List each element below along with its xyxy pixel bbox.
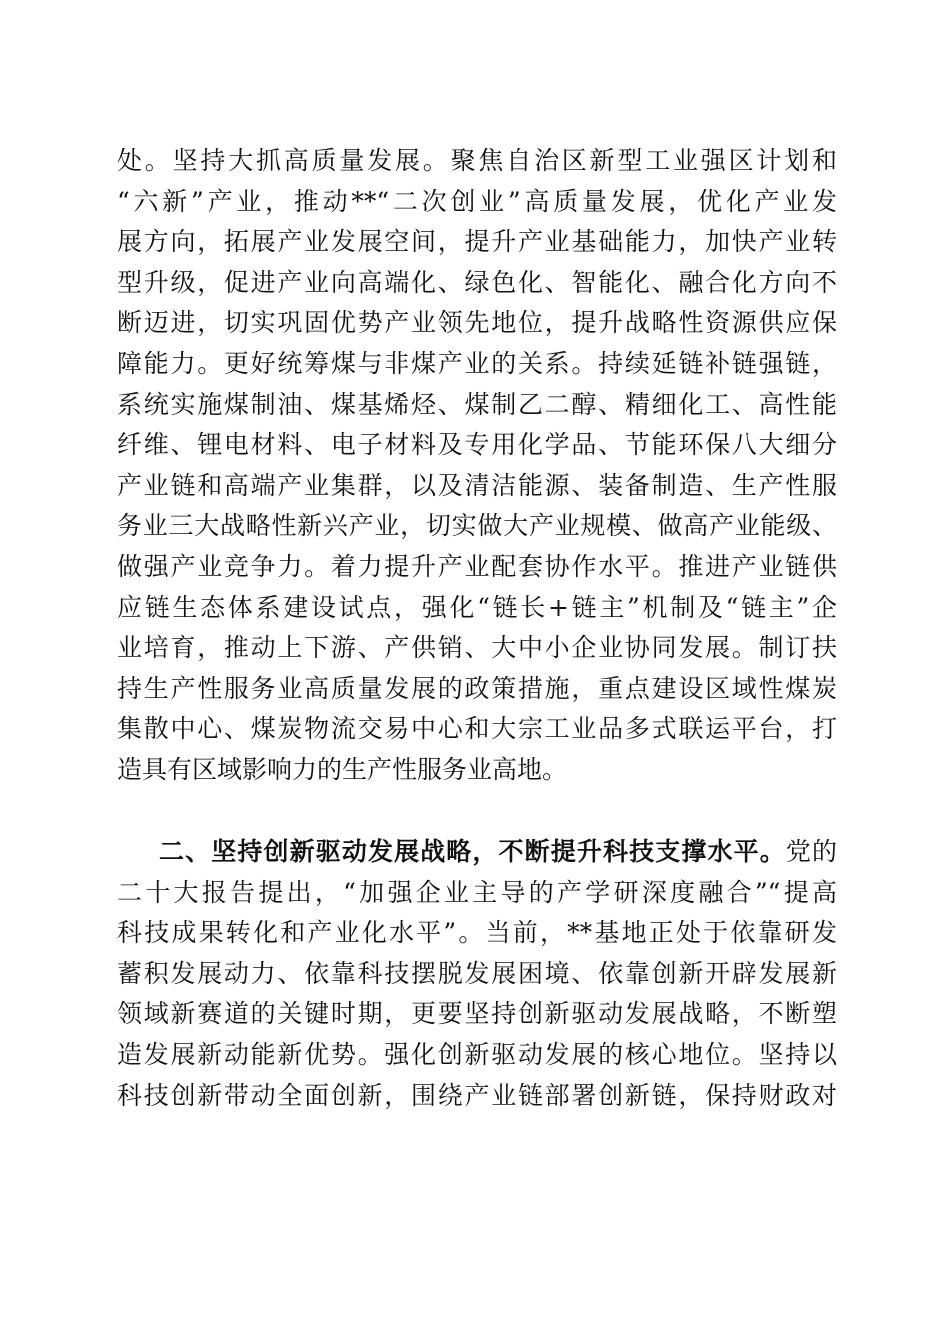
text-line: 科技成果转化和产业化水平”。当前，**基地正处于依靠研发 <box>117 918 837 948</box>
text-line: 造发展新动能新优势。强化创新驱动发展的核心地位。坚持以 <box>117 1039 837 1069</box>
text-line: 务业三大战略性新兴产业，切实做大产业规模、做高产业能级、 <box>117 511 837 541</box>
heading-line-rest: 党的 <box>785 837 837 866</box>
text-line: 应链生态体系建设试点，强化“链长+链主”机制及“链主”企 <box>117 592 837 622</box>
text-line: 展方向，拓展产业发展空间，提升产业基础能力，加快产业转 <box>117 227 837 257</box>
text-line: 领域新赛道的关键时期，更要坚持创新驱动发展战略，不断塑 <box>117 999 837 1029</box>
text-line: 断迈进，切实巩固优势产业领先地位，提升战略性资源供应保 <box>117 308 837 338</box>
text-line: 集散中心、煤炭物流交易中心和大宗工业品多式联运平台，打 <box>117 714 837 744</box>
text-line: 持生产性服务业高质量发展的政策措施，重点建设区域性煤炭 <box>117 673 837 703</box>
text-line: 纤维、锂电材料、电子材料及专用化学品、节能环保八大细分 <box>117 430 837 460</box>
text-line: 系统实施煤制油、煤基烯烃、煤制乙二醇、精细化工、高性能 <box>117 389 837 419</box>
heading-line <box>117 832 837 873</box>
text-line: 处。坚持大抓高质量发展。聚焦自治区新型工业强区计划和 <box>117 146 837 175</box>
text-line: 造具有区域影响力的生产性服务业高地。 <box>117 754 568 784</box>
paragraph-innovation-strategy <box>117 832 837 1116</box>
section-heading: 二、坚持创新驱动发展战略，不断提升科技支撑水平。 <box>159 837 786 866</box>
text-line: “六新”产业，推动**“二次创业”高质量发展，优化产业发 <box>117 186 837 216</box>
text-line: 业培育，推动上下游、产供销、大中小企业协同发展。制订扶 <box>117 633 837 663</box>
text-line: 二十大报告提出，“加强企业主导的产学研深度融合”“提高 <box>117 877 837 907</box>
text-line: 科技创新带动全面创新，围绕产业链部署创新链，保持财政对 <box>117 1080 837 1110</box>
text-line: 蓄积发展动力、依靠科技摆脱发展困境、依靠创新开辟发展新 <box>117 958 837 988</box>
text-line: 做强产业竞争力。着力提升产业配套协作水平。推进产业链供 <box>117 551 837 581</box>
text-line: 型升级，促进产业向高端化、绿色化、智能化、融合化方向不 <box>117 267 837 297</box>
text-line: 产业链和高端产业集群，以及清洁能源、装备制造、生产性服 <box>117 470 837 500</box>
text-line: 障能力。更好统筹煤与非煤产业的关系。持续延链补链强链， <box>117 348 837 378</box>
paragraph-industry-development <box>117 141 837 791</box>
